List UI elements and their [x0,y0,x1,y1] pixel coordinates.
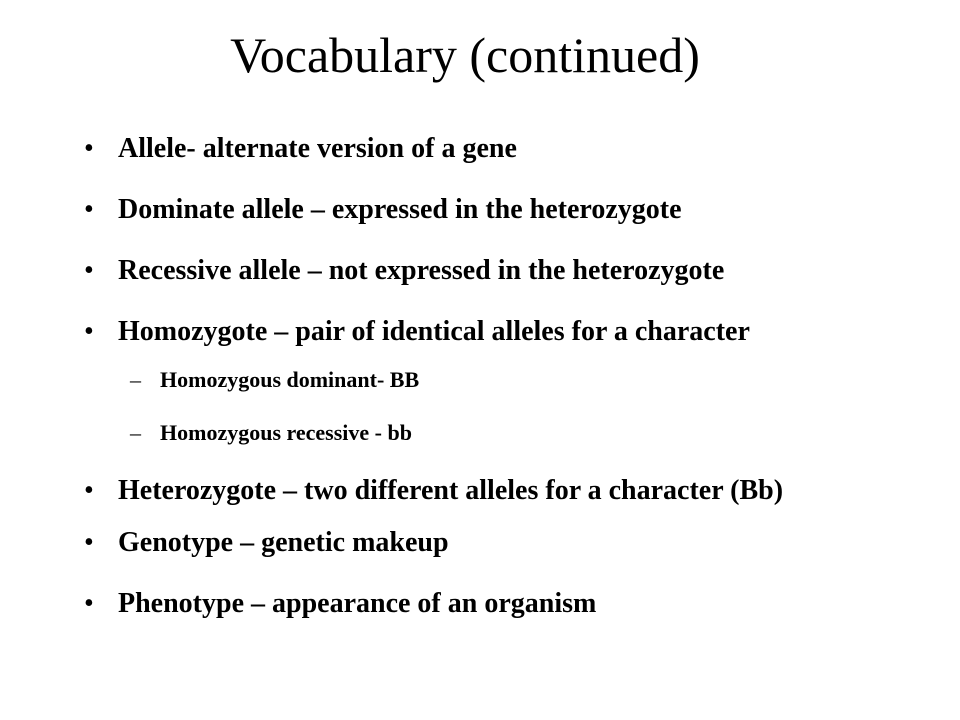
sub-list-item-text: Homozygous dominant- BB [160,367,420,392]
list-item [80,191,940,229]
sub-list-item-text: Homozygous recessive - bb [160,420,412,445]
bullet-icon: • [84,133,94,164]
dash-icon: – [130,420,141,445]
list-item-text: Phenotype – appearance of an organism [118,588,597,619]
bullet-icon: • [84,316,94,347]
list-item [80,585,940,623]
list-item [80,472,940,510]
list-item [80,313,940,351]
list-item-text: Recessive allele – not expressed in the heterozygote [118,255,725,286]
list-item-text: Genotype – genetic makeup [118,527,449,558]
sub-list-item [80,418,940,448]
list-item [80,130,940,168]
slide-title: Vocabulary (continued) [230,27,700,83]
sub-list-item [80,365,940,395]
bullet-list [80,130,940,646]
dash-icon: – [130,367,141,392]
list-item-text: Heterozygote – two different alleles for a character (Bb) [118,475,784,506]
list-item-text: Allele- alternate version of a gene [118,133,517,164]
list-item [80,524,940,562]
bullet-icon: • [84,475,94,506]
list-item [80,252,940,290]
bullet-icon: • [84,527,94,558]
bullet-icon: • [84,588,94,619]
bullet-icon: • [84,194,94,225]
list-item-text: Dominate allele – expressed in the heterozygote [118,194,682,225]
list-item-text: Homozygote – pair of identical alleles for a character [118,316,750,347]
bullet-icon: • [84,255,94,286]
